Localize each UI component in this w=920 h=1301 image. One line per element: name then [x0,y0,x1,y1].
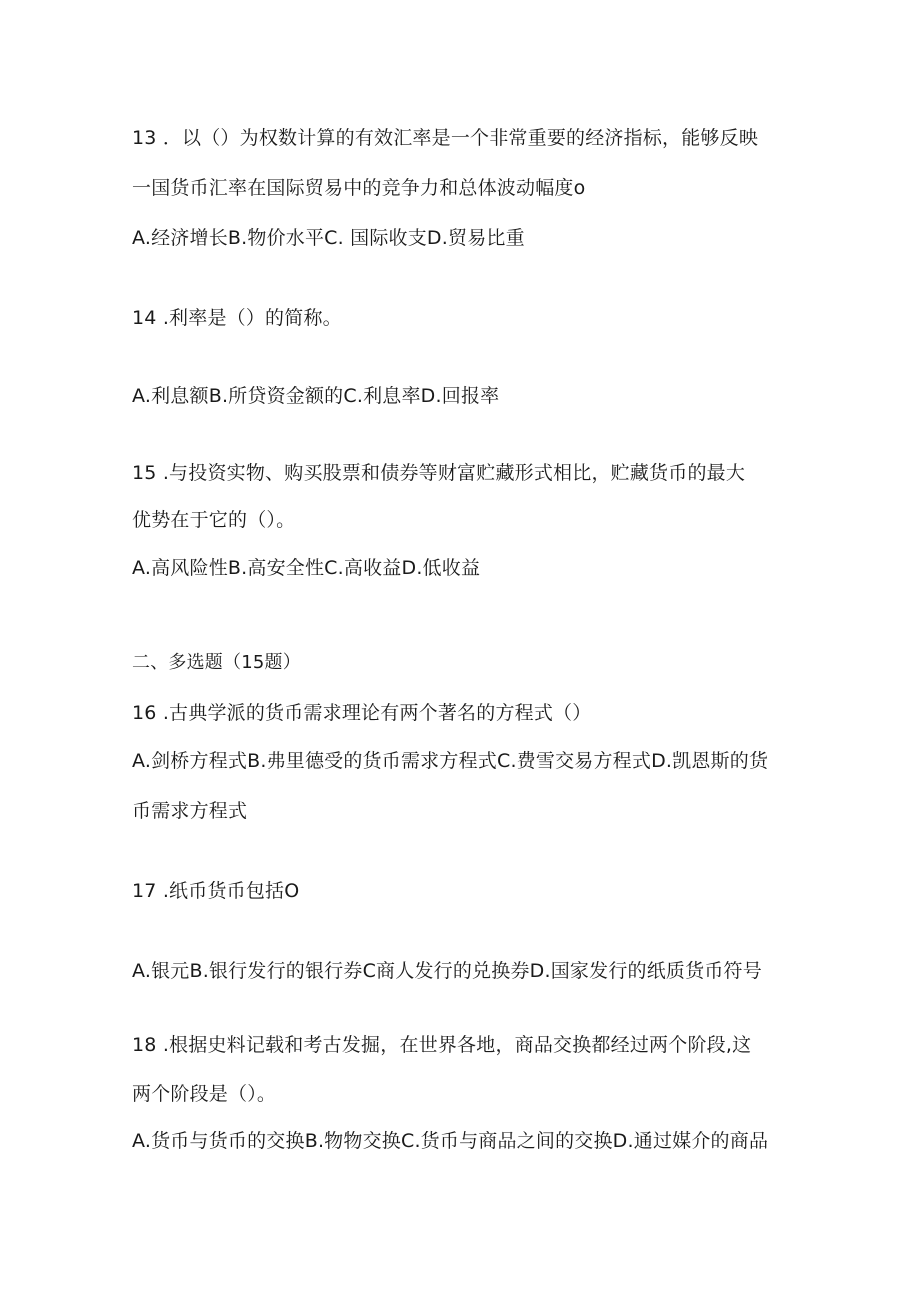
question-16-options-line-2: 币需求方程式 [132,800,248,822]
question-13-stem-line-2: 一国货币汇率在国际贸易中的竞争力和总体波动幅度o [132,177,586,199]
question-15-stem-line-2: 优势在于它的（）。 [132,509,296,531]
question-16-options-line-1: A.剑桥方程式B.弗里德受的货币需求方程式C.费雪交易方程式D.凯恩斯的货 [132,750,769,772]
question-14-stem: 14 .利率是（）的简称。 [132,307,342,329]
question-17-stem: 17 .纸币货币包括O [132,880,300,902]
question-15-options: A.高风险性B.高安全性C.高收益D.低收益 [132,557,481,579]
question-13-options: A.经济增长B.物价水平C. 国际收支D.贸易比重 [132,227,525,249]
section-title: 二、多选题（15题） [132,652,301,673]
question-18-options: A.货币与货币的交换B.物物交换C.货币与商品之间的交换D.通过媒介的商品 [132,1130,769,1152]
question-13-stem-line-1: 13 ．以（）为权数计算的有效汇率是一个非常重要的经济指标，能够反映 [132,127,759,149]
question-18-stem-line-2: 两个阶段是（）。 [132,1083,277,1105]
question-14-options: A.利息额B.所贷资金额的C.利息率D.回报率 [132,385,500,407]
question-15-stem-line-1: 15 .与投资实物、购买股票和债券等财富贮藏形式相比，贮藏货币的最大 [132,462,746,484]
question-18-stem-line-1: 18 .根据史料记载和考古发掘，在世界各地，商品交换都经过两个阶段,这 [132,1034,752,1056]
question-17-options: A.银元B.银行发行的银行券C商人发行的兑换券D.国家发行的纸质货币符号 [132,960,762,982]
question-16-stem: 16 .古典学派的货币需求理论有两个著名的方程式（） [132,702,592,724]
